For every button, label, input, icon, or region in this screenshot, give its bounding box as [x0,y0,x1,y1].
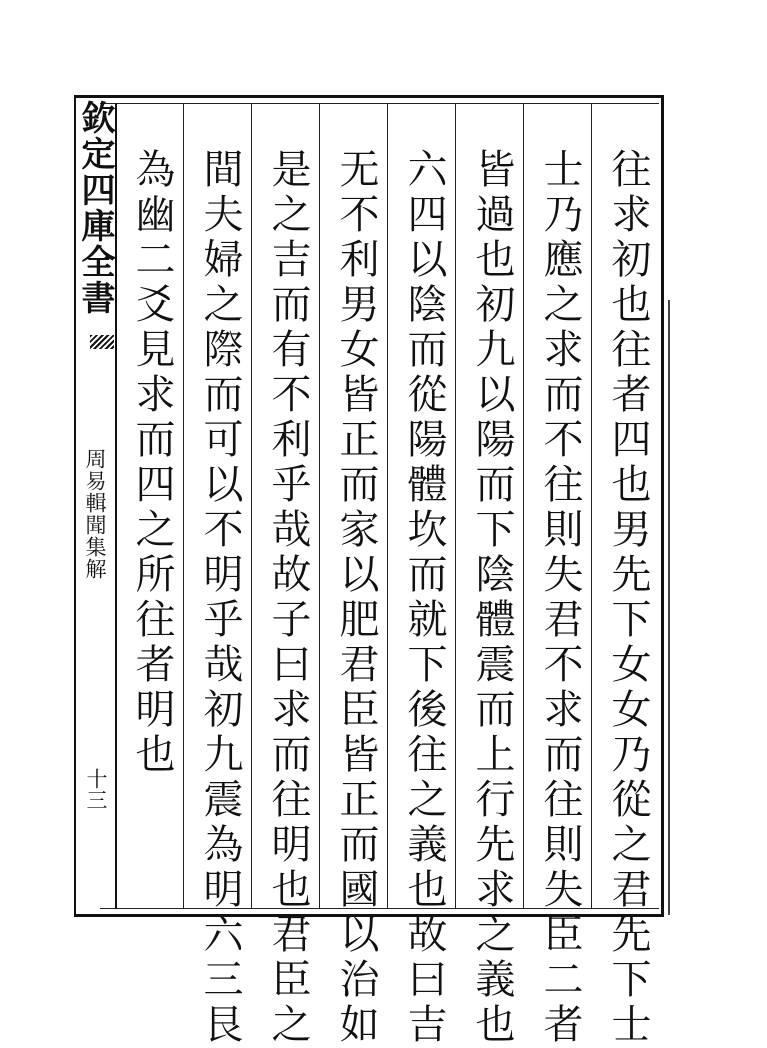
column-rule [319,103,320,909]
text-column: 為幽二爻見求而四之所往者明也 [129,148,175,778]
fishtail-mark [90,335,114,349]
page-edge-shadow [668,300,670,915]
text-column: 六四以陰而從陽體坎而就下後往之義也故曰吉 [401,148,447,1048]
column-rule [251,103,252,909]
margin-divider [115,103,117,909]
column-rule [523,103,524,909]
section-title: 周易輯聞集解 [83,448,107,580]
text-column: 是之吉而有不利乎哉故子曰求而往明也君臣之 [265,148,311,1048]
column-rule [183,103,184,909]
text-column: 无不利男女皆正而家以肥君臣皆正而國以治如 [333,148,379,1048]
column-rule [387,103,388,909]
text-column: 士乃應之求而不往則失君不求而往則失臣二者 [537,148,583,1048]
column-rule [455,103,456,909]
page-number: 十三 [84,768,108,810]
column-rule [591,103,592,909]
text-column: 皆過也初九以陽而下陰體震而上行先求之義也 [469,148,515,1048]
book-title: 欽定四庫全書 [75,100,115,316]
text-column: 往求初也往者四也男先下女女乃從之君先下士 [605,148,651,1048]
text-column: 間夫婦之際而可以不明乎哉初九震為明六三艮 [197,148,243,1048]
